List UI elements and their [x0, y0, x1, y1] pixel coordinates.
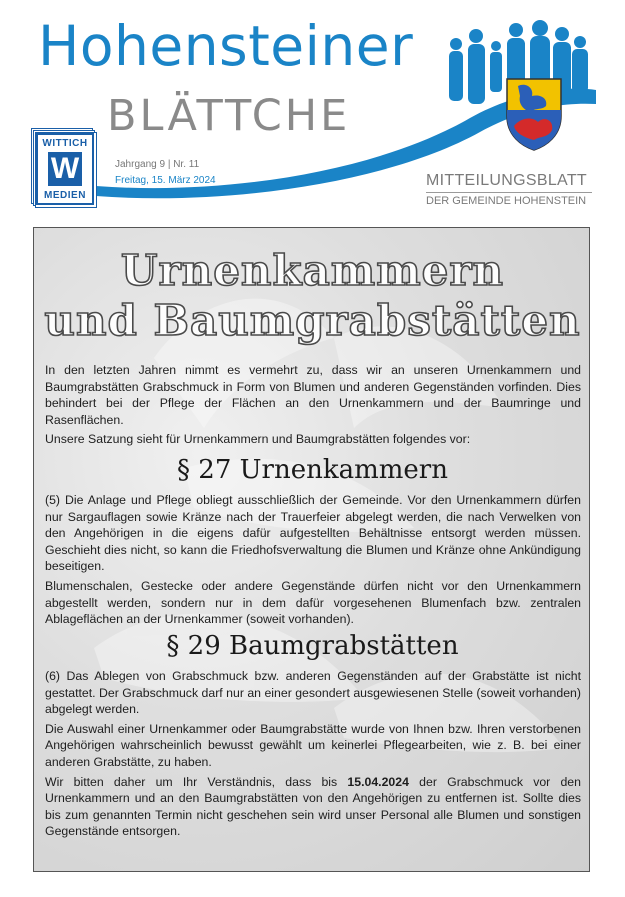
intro-text	[45, 362, 581, 451]
notice-box	[33, 227, 590, 872]
issue-number: Jahrgang 9 | Nr. 11	[115, 159, 200, 170]
closing-text-end: der Grabschmuck vor den Urnenkammern und an den Baumgrabstätten von den Angehörigen zu entfernen ist. Sollte dies bis zum genannten Termin nicht geschehen sein wird unser Personal alle Blumen und sonstigen Gegenstände entsorgen.	[45, 774, 581, 839]
headline-line-1: Urnenkammern	[120, 246, 505, 295]
headline-line-2: und Baumgrabstätten	[44, 296, 581, 345]
notice-headline	[34, 246, 590, 346]
section-27-paragraph-2: Blumenschalen, Gestecke oder andere Gegenstände dürfen nicht vor den Urnenkammern abgestellt werden, sondern nur in dem dafür vorgesehenen Blumenfach bzw. zentralen Ablageflächen an der Urnenkammer (soweit vorhanden).	[45, 578, 581, 627]
masthead	[0, 0, 625, 222]
intro-paragraph-1: In den letzten Jahren nimmt es vermehrt zu, dass wir an unseren Urnenkammern und Baumgrabstätten Grabschmuck in Form von Blumen und anderen Gegenständen vorfinden. Dies behindert bei der Pflege der Flächen an den Urnenkammern und der Baumringe und Rasenflächen.	[45, 363, 581, 427]
publication-title: Hohensteiner	[38, 14, 414, 78]
logo-mark: W	[48, 152, 82, 186]
logo-text-top: WITTICH	[42, 138, 88, 149]
publisher-logo	[31, 128, 96, 206]
section-29-text	[45, 668, 581, 843]
bulletin-divider	[426, 192, 592, 193]
issue-date: Freitag, 15. März 2024	[115, 175, 216, 186]
intro-paragraph-2: Unsere Satzung sieht für Urnenkammern und Baumgrabstätten folgendes vor:	[45, 432, 471, 447]
coat-of-arms-icon	[504, 76, 564, 152]
section-29-paragraph-2: Die Auswahl einer Urnenkammer oder Baumgrabstätte wurde von Ihnen bzw. Ihren verstorbenen Angehörigen wahrscheinlich bewusst gewählt um keinerlei Pflegearbeiten, wie z. B. bei einer anderen Grabstätte, zu haben.	[45, 721, 581, 769]
closing-text-start: Wir bitten daher um Ihr Verständnis, dass bis	[45, 774, 348, 789]
bulletin-subtitle: DER GEMEINDE HOHENSTEIN	[426, 195, 587, 207]
section-27-text	[45, 492, 581, 631]
logo-text-bottom: MEDIEN	[44, 190, 86, 201]
bulletin-title: MITTEILUNGSBLATT	[426, 172, 587, 189]
section-27-paragraph-1: (5) Die Anlage und Pflege obliegt ausschließlich der Gemeinde. Vor den Urnenkammern dürfen nur Sargauflagen sowie Kränze nach der Trauerfeier abgelegt werden, die nach Verwelken von den Angehörigen in die eigens dafür aufgestellten Behältnisse entsorgt werden müssen. Geschieht dies nicht, so kann die Friedhofsverwaltung die Blumen und Kränze ohne Ankündigung beseitigen.	[45, 493, 581, 574]
section-29-title: § 29 Baumgrabstätten	[166, 631, 459, 661]
section-29-paragraph-1: (6) Das Ablegen von Grabschmuck bzw. anderen Gegenständen auf der Grabstätte ist nicht gestattet. Der Grabschmuck darf nur an einer gesondert ausgewiesenen Stelle (soweit vorhanden) abgelegt werden.	[45, 669, 581, 717]
section-27-title: § 27 Urnenkammern	[177, 455, 448, 485]
logo-face	[36, 133, 94, 205]
closing-paragraph	[45, 774, 581, 840]
deadline-date: 15.04.2024	[347, 774, 409, 789]
publication-subtitle: BLÄTTCHE	[107, 91, 351, 141]
